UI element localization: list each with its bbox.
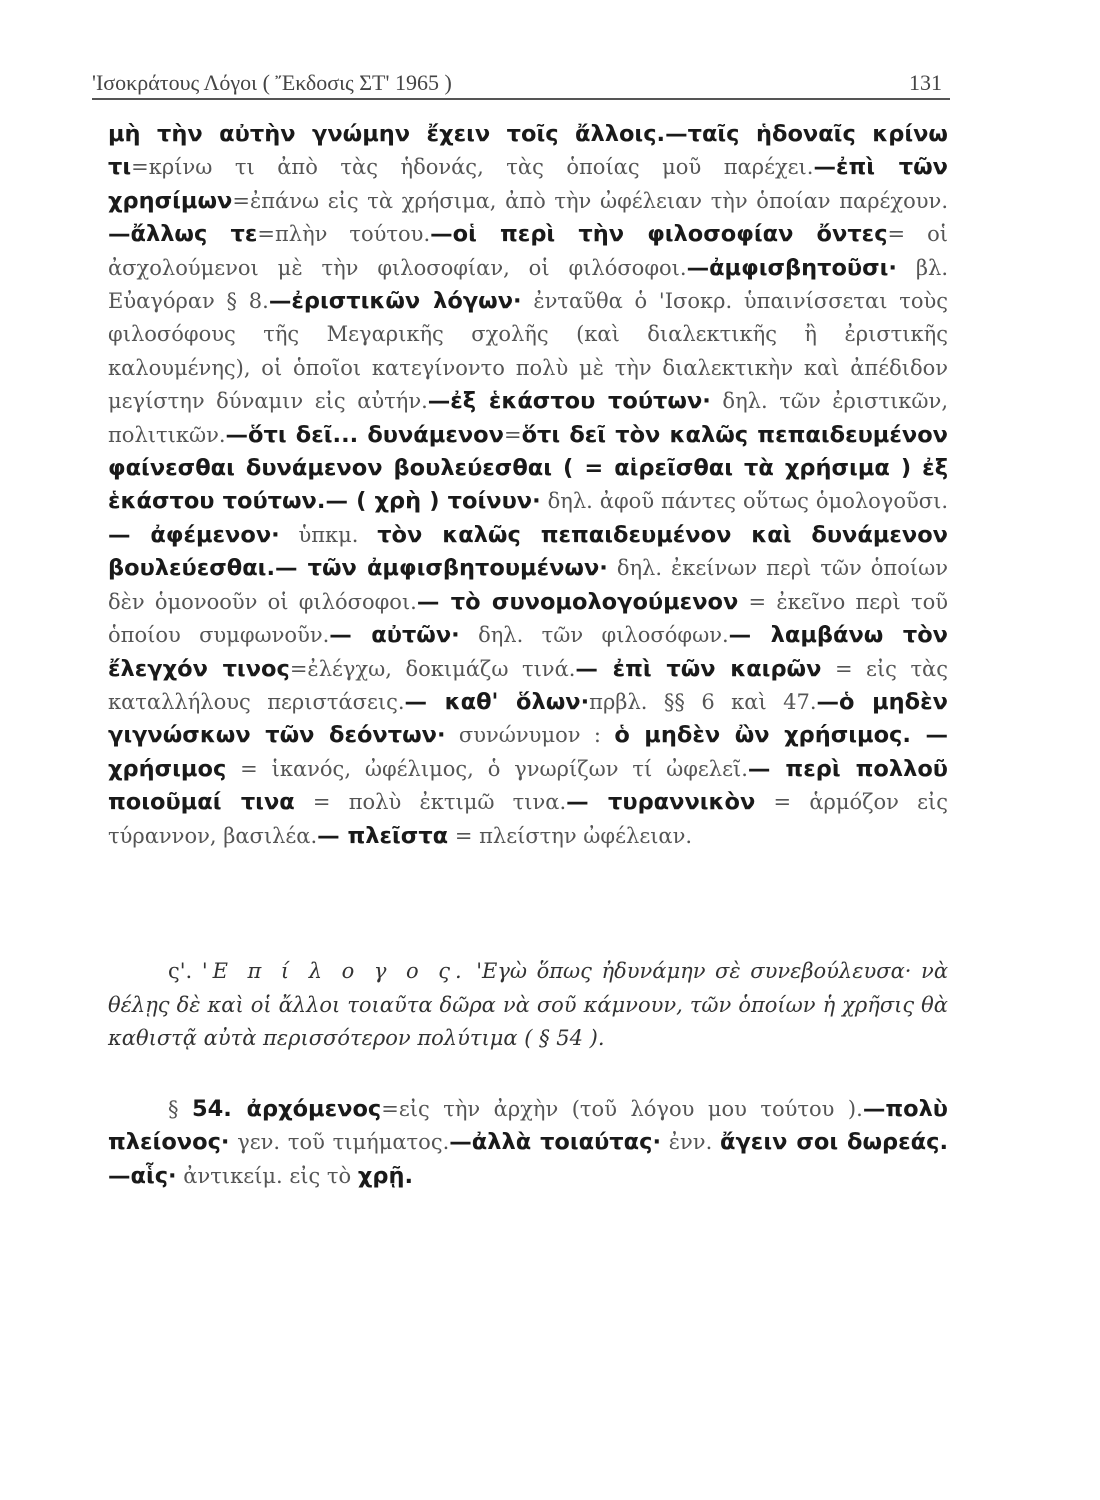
lemma-text: —ἀμφισβητοῦσι· xyxy=(686,254,897,281)
gloss-text: δηλ. τῶν φιλοσόφων. xyxy=(459,623,729,648)
gloss-text: = πλείστην ὠφέλειαν. xyxy=(448,823,693,848)
lemma-text: —αἷς· xyxy=(108,1162,177,1189)
gloss-text: ἐνταῦθα ὁ 'Ισοκρ. ὑπαινίσσεται τοὺς φιλοσόφους τῆς Μεγαρικῆς σχολῆς (καὶ διαλεκτικῆς ἢ ἐριστικῆς καλουμένης), οἱ ὁποῖοι κατεγίνοντο πολὺ μὲ τὴν διαλεκτικὴν καὶ ἀπέδιδον μεγίστην δύναμιν εἰς αὐτήν. xyxy=(108,289,948,414)
epilogue-marker: ς'. xyxy=(168,959,202,983)
lemma-text: —χρήσιμος xyxy=(108,722,948,782)
lemma-text: —ἐξ ἑκάστου τούτων· xyxy=(427,388,711,415)
gloss-text: ἀντικείμ. εἰς τὸ xyxy=(176,1163,358,1188)
gloss-text: =ἐλέγχω, δοκιμάζω τινά. xyxy=(289,656,576,681)
header-rule xyxy=(92,98,950,100)
gloss-text: = πολὺ ἐκτιμῶ τινα. xyxy=(294,790,567,815)
lemma-text: —ὅτι δεῖ... δυνάμενον xyxy=(225,421,504,448)
gloss-text: πρβλ. §§ 6 καὶ 47. xyxy=(589,689,817,714)
epilogue-text: 'Εγὼ ὅπως ἠδυνάμην σὲ συνεβούλευσα· νὰ θέλῃς δὲ καὶ οἱ ἄλλοι τοιαῦτα δῶρα νὰ σοῦ κάμνουν, τῶν ὁποίων ἡ χρῆσις θὰ καθιστᾷ αὐτὰ περισσότερον πολύτιμα ( § 54 ). xyxy=(108,959,949,1050)
lemma-text: 54. ἀρχόμενος xyxy=(192,1096,382,1122)
lemma-text: — ἐπὶ τῶν καιρῶν xyxy=(575,655,822,682)
lemma-text: — ἀφέμενον· xyxy=(108,521,280,548)
gloss-text: =κρίνω τι ἀπὸ τὰς ἡδονάς, τὰς ὁποίας μοῦ παρέχει. xyxy=(131,155,814,180)
lemma-text: —ἄλλως τε xyxy=(108,221,258,248)
gloss-text: = ἐκεῖνο περὶ τοῦ ὁποίου συμφωνοῦν. xyxy=(108,589,948,648)
gloss-text: γεν. τοῦ τιμήματος. xyxy=(229,1130,450,1155)
gloss-text: ὑπκμ. xyxy=(279,522,378,547)
page-number: 131 xyxy=(909,70,942,95)
gloss-text: = xyxy=(503,422,522,447)
epilogue-heading: 'Ε π ί λ ο γ ο ς. xyxy=(201,959,467,983)
lemma-text: —ἀλλὰ τοιαύτας· xyxy=(449,1129,662,1156)
gloss-text: συνώνυμον : xyxy=(445,723,615,748)
lemma-text: — αὐτῶν· xyxy=(329,622,460,649)
lemma-text: ὅτι δεῖ τὸν καλῶς πεπαιδευμένον φαίνεσθαι δυνάμενον βουλεύεσθαι ( = αἱρεῖσθαι τὰ χρήσιμα ) ἐξ ἑκάστου τούτων. xyxy=(108,421,948,515)
lemma-text: ἄγειν σοι δωρεάς. xyxy=(720,1129,948,1156)
epilogue-paragraph xyxy=(108,955,948,1056)
gloss-text: =εἰς τὴν ἀρχὴν (τοῦ λόγου μου τούτου ). xyxy=(381,1097,863,1121)
gloss-text: ἐνν. xyxy=(661,1130,721,1155)
lemma-text: τὸν καλῶς πεπαιδευμένον καὶ δυνάμενον βουλεύεσθαι. xyxy=(108,521,949,582)
lemma-text: —ταῖς ἡδοναῖς κρίνω τι xyxy=(108,121,948,181)
gloss-text: = οἱ ἀσχολούμενοι μὲ τὴν φιλοσοφίαν, οἱ φιλόσοφοι. xyxy=(108,222,949,280)
lemma-text: — πλεῖστα xyxy=(317,822,449,849)
gloss-text: § xyxy=(168,1097,192,1121)
lemma-text: —ἐπὶ τῶν χρησίμων xyxy=(108,154,948,214)
running-header xyxy=(92,70,952,96)
lemma-text: —ὁ μηδὲν γιγνώσκων τῶν δεόντων· xyxy=(108,688,948,749)
running-title: 'Ισοκράτους Λόγοι ( Ἔκδοσις ΣΤ' 1965 ) xyxy=(92,70,452,95)
lemma-text: —οἱ περὶ τὴν φιλοσοφίαν ὄντες xyxy=(430,221,888,248)
lemma-text: — ( χρὴ ) τοίνυν· xyxy=(325,488,541,515)
lemma-text: — περὶ πολλοῦ ποιοῦμαί τινα xyxy=(108,755,948,816)
gloss-text: δηλ. ἐκείνων περὶ τῶν ὁποίων δὲν ὁμονοοῦν οἱ φιλόσοφοι. xyxy=(108,556,948,614)
lemma-text: μὴ τὴν αὐτὴν γνώμην ἔχειν τοῖς ἄλλοις. xyxy=(108,121,666,147)
commentary-paragraph xyxy=(108,118,948,853)
gloss-text: =ἐπάνω εἰς τὰ χρήσιμα, ἀπὸ τὴν ὠφέλειαν τὴν ὁποίαν παρέχουν. xyxy=(232,188,948,213)
gloss-text: = εἰς τὰς καταλλήλους περιστάσεις. xyxy=(108,656,948,714)
gloss-text: = ἁρμόζον εἰς τύραννον, βασιλέα. xyxy=(108,790,949,848)
lemma-text: — τυραννικὸν xyxy=(566,789,756,816)
lemma-text: — λαμβάνω τὸν ἔλεγχόν τινος xyxy=(108,622,948,682)
gloss-text: =πλὴν τούτου. xyxy=(257,222,431,247)
section-54-paragraph xyxy=(108,1093,948,1193)
lemma-text: ὁ μηδὲν ὢν χρήσιμος. xyxy=(614,722,911,749)
gloss-text: δηλ. τῶν ἐριστικῶν, πολιτικῶν. xyxy=(108,389,948,447)
lemma-text: —ἐριστικῶν λόγων· xyxy=(268,288,522,315)
lemma-text: — τῶν ἀμφισβητουμένων· xyxy=(275,555,608,582)
lemma-text: — καθ' ὅλων· xyxy=(404,688,590,715)
gloss-text: βλ. Εὐαγόραν § 8. xyxy=(108,255,948,314)
gloss-text: = ἱκανός, ὠφέλιμος, ὁ γνωρίζων τί ὠφελεῖ. xyxy=(226,756,748,781)
lemma-text: χρῇ. xyxy=(357,1162,414,1189)
lemma-text: — τὸ συνομολογούμενον xyxy=(416,588,739,615)
gloss-text: δηλ. ἀφοῦ πάντες οὕτως ὁμολογοῦσι. xyxy=(540,489,949,514)
lemma-text: —πολὺ πλείονος· xyxy=(108,1096,949,1156)
